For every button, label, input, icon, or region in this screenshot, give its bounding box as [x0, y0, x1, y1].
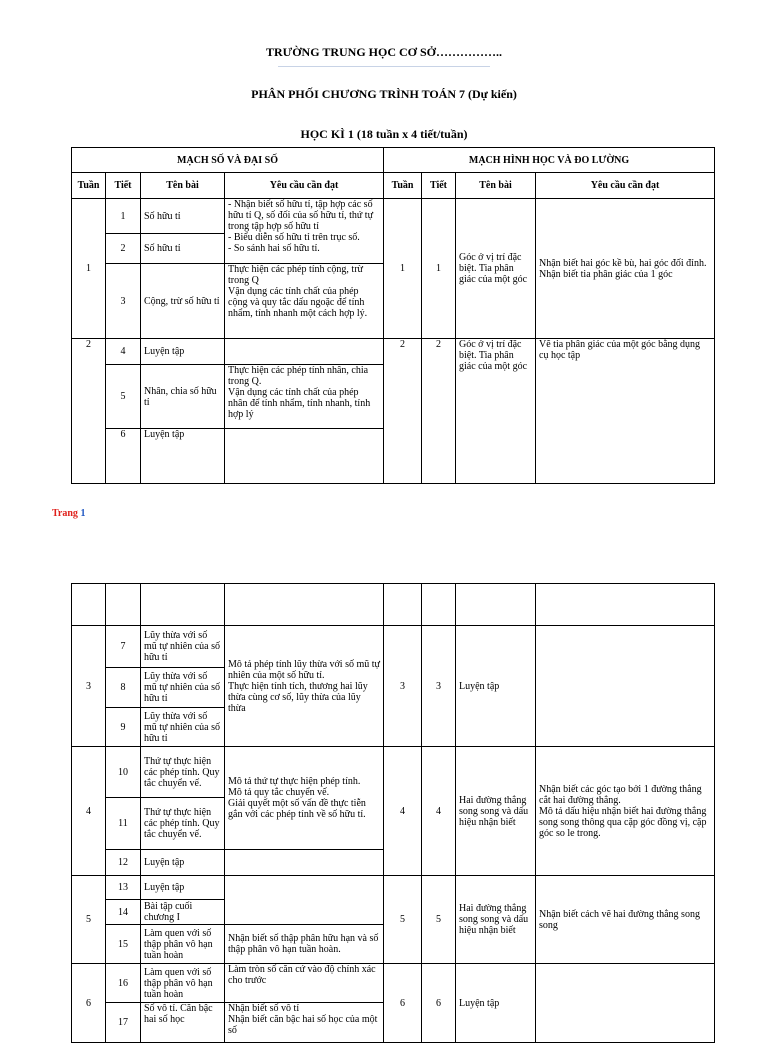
empty-cell	[456, 584, 536, 626]
geo-week-number: 4	[384, 747, 422, 876]
geo-lesson-name: Hai đường thẳng song song và dấu hiệu nhận biết	[456, 876, 536, 964]
geo-week-number: 3	[384, 626, 422, 747]
requirement-text: Nhận biết số vô tỉ Nhận biết căn bậc hai số học của một số	[225, 1003, 384, 1043]
requirement-text: Thực hiện các phép tính nhân, chia trong Q. Vận dụng các tính chất của phép nhân để tính nhẩm, tính nhanh, tính hợp lý	[225, 365, 384, 429]
period-number: 1	[106, 199, 141, 234]
geo-week-number: 5	[384, 876, 422, 964]
requirement-text	[225, 850, 384, 876]
geo-period-number: 4	[422, 747, 456, 876]
period-number: 14	[106, 900, 141, 925]
lesson-name: Số vô tỉ. Căn bậc hai số học	[141, 1003, 225, 1043]
period-number: 15	[106, 925, 141, 964]
table-row	[72, 747, 715, 798]
lesson-name: Luyện tập	[141, 876, 225, 900]
requirement-text	[225, 339, 384, 365]
table-row	[72, 199, 715, 234]
empty-cell	[422, 584, 456, 626]
table-row	[72, 964, 715, 1003]
week-number: 2	[72, 339, 106, 484]
lesson-name: Số hữu tỉ	[141, 199, 225, 234]
lesson-name: Bài tập cuối chương I	[141, 900, 225, 925]
lesson-name: Lũy thừa với số mũ tự nhiên của số hữu tỉ	[141, 708, 225, 747]
curriculum-table-page2	[71, 583, 715, 1043]
requirement-text: Nhận biết số thập phân hữu hạn và số thập phân vô hạn tuần hoàn.	[225, 925, 384, 964]
requirement-text	[225, 876, 384, 925]
empty-cell	[106, 584, 141, 626]
geo-requirement-text: Vẽ tia phân giác của một góc bằng dụng cụ học tập	[536, 339, 715, 484]
week-number: 6	[72, 964, 106, 1043]
requirement-text: - Nhận biết số hữu tỉ, tập hợp các số hữu tỉ Q, số đối của số hữu tỉ, thứ tự trong tập hợp số hữu tỉ - Biểu diễn số hữu tỉ trên trục số. - So sánh hai số hữu tỉ.	[225, 199, 384, 264]
requirement-header: Yêu cầu cần đạt	[225, 173, 384, 199]
geo-period-number: 6	[422, 964, 456, 1043]
requirement-text: Mô tả phép tính lũy thừa với số mũ tự nhiên của một số hữu tỉ. Thực hiện tính tích, thương hai lũy thừa cùng cơ số, lũy thừa của lũy thừa	[225, 626, 384, 747]
page-word: Trang	[52, 508, 78, 519]
geo-period-number: 5	[422, 876, 456, 964]
lesson-name: Làm quen với số thập phân vô hạn tuần hoàn	[141, 964, 225, 1003]
week-number: 5	[72, 876, 106, 964]
table-row	[72, 584, 715, 626]
period-number: 13	[106, 876, 141, 900]
page-number: 1	[80, 508, 86, 519]
geo-period-number: 1	[422, 199, 456, 339]
table-row	[72, 626, 715, 668]
period-header: Tiết	[106, 173, 141, 199]
empty-cell	[141, 584, 225, 626]
strand-numbers-header: MẠCH SỐ VÀ ĐẠI SỐ	[72, 148, 384, 173]
week-number: 3	[72, 626, 106, 747]
geo-requirement-text: Nhận biết cách vẽ hai đường thẳng song song	[536, 876, 715, 964]
period-number: 11	[106, 798, 141, 850]
geo-week-number: 6	[384, 964, 422, 1043]
lesson-name: Lũy thừa với số mũ tự nhiên của số hữu tỉ	[141, 668, 225, 708]
lesson-name: Thứ tự thực hiện các phép tính. Quy tắc chuyển vế.	[141, 747, 225, 798]
geo-lesson-name: Luyện tập	[456, 626, 536, 747]
strand-geometry-header: MẠCH HÌNH HỌC VÀ ĐO LƯỜNG	[384, 148, 715, 173]
geo-lesson-name: Góc ở vị trí đặc biệt. Tia phân giác của một góc	[456, 199, 536, 339]
term-heading: HỌC KÌ 1 (18 tuần x 4 tiết/tuần)	[300, 127, 468, 141]
period-number: 5	[106, 365, 141, 429]
geo-requirement-text: Nhận biết các góc tạo bởi 1 đường thẳng cắt hai đường thẳng. Mô tả dấu hiệu nhận biết hai đường thẳng song song thông qua cặp góc đồng vị, cặp góc so le trong.	[536, 747, 715, 876]
week-header: Tuần	[72, 173, 106, 199]
curriculum-table-page1	[71, 147, 715, 484]
period-number: 2	[106, 234, 141, 264]
week-header: Tuần	[384, 173, 422, 199]
page-number-label	[52, 508, 85, 519]
lesson-name: Số hữu tỉ	[141, 234, 225, 264]
requirement-header: Yêu cầu cần đạt	[536, 173, 715, 199]
geo-requirement-text	[536, 626, 715, 747]
lesson-header: Tên bài	[141, 173, 225, 199]
program-title: PHÂN PHỐI CHƯƠNG TRÌNH TOÁN 7 (Dự kiến)	[251, 87, 517, 101]
empty-cell	[72, 584, 106, 626]
period-number: 3	[106, 264, 141, 339]
geo-lesson-name: Luyện tập	[456, 964, 536, 1043]
period-number: 12	[106, 850, 141, 876]
geo-week-number: 1	[384, 199, 422, 339]
lesson-name: Làm quen với số thập phân vô hạn tuần hoàn	[141, 925, 225, 964]
geo-requirement-text: Nhận biết hai góc kề bù, hai góc đối đỉnh. Nhận biết tia phân giác của 1 góc	[536, 199, 715, 339]
lesson-name: Lũy thừa với số mũ tự nhiên của số hữu tỉ	[141, 626, 225, 668]
lesson-name: Thứ tự thực hiện các phép tính. Quy tắc chuyển vế.	[141, 798, 225, 850]
geo-lesson-name: Góc ở vị trí đặc biệt. Tia phân giác của một góc	[456, 339, 536, 484]
week-number: 4	[72, 747, 106, 876]
lesson-name: Luyện tập	[141, 339, 225, 365]
period-number: 17	[106, 1003, 141, 1043]
table-row	[72, 339, 715, 365]
period-number: 8	[106, 668, 141, 708]
period-number: 9	[106, 708, 141, 747]
lesson-name: Cộng, trừ số hữu tỉ	[141, 264, 225, 339]
period-number: 4	[106, 339, 141, 365]
requirement-text: Thực hiện các phép tính cộng, trừ trong Q Vận dụng các tính chất của phép cộng và quy tắc dấu ngoặc để tính nhẩm, tính nhanh một cách hợp lý.	[225, 264, 384, 339]
geo-period-number: 3	[422, 626, 456, 747]
empty-cell	[384, 584, 422, 626]
geo-requirement-text	[536, 964, 715, 1043]
table-row	[72, 876, 715, 900]
period-number: 16	[106, 964, 141, 1003]
title-underline	[278, 66, 490, 67]
requirement-text: Làm tròn số căn cứ vào độ chính xác cho trước	[225, 964, 384, 1003]
empty-cell	[225, 584, 384, 626]
requirement-text: Mô tả thứ tự thực hiện phép tính. Mô tả quy tắc chuyển vế. Giải quyết một số vấn đề thực tiễn gắn với các phép tính về số hữu tỉ.	[225, 747, 384, 850]
week-number: 1	[72, 199, 106, 339]
period-number: 6	[106, 429, 141, 484]
lesson-name: Luyện tập	[141, 850, 225, 876]
lesson-name: Luyện tập	[141, 429, 225, 484]
empty-cell	[536, 584, 715, 626]
lesson-header: Tên bài	[456, 173, 536, 199]
lesson-name: Nhân, chia số hữu tỉ	[141, 365, 225, 429]
requirement-text	[225, 429, 384, 484]
period-number: 10	[106, 747, 141, 798]
period-number: 7	[106, 626, 141, 668]
period-header: Tiết	[422, 173, 456, 199]
school-name: TRƯỜNG TRUNG HỌC CƠ SỞ……………..	[265, 45, 502, 59]
geo-week-number: 2	[384, 339, 422, 484]
geo-lesson-name: Hai đường thẳng song song và dấu hiệu nhận biết	[456, 747, 536, 876]
geo-period-number: 2	[422, 339, 456, 484]
